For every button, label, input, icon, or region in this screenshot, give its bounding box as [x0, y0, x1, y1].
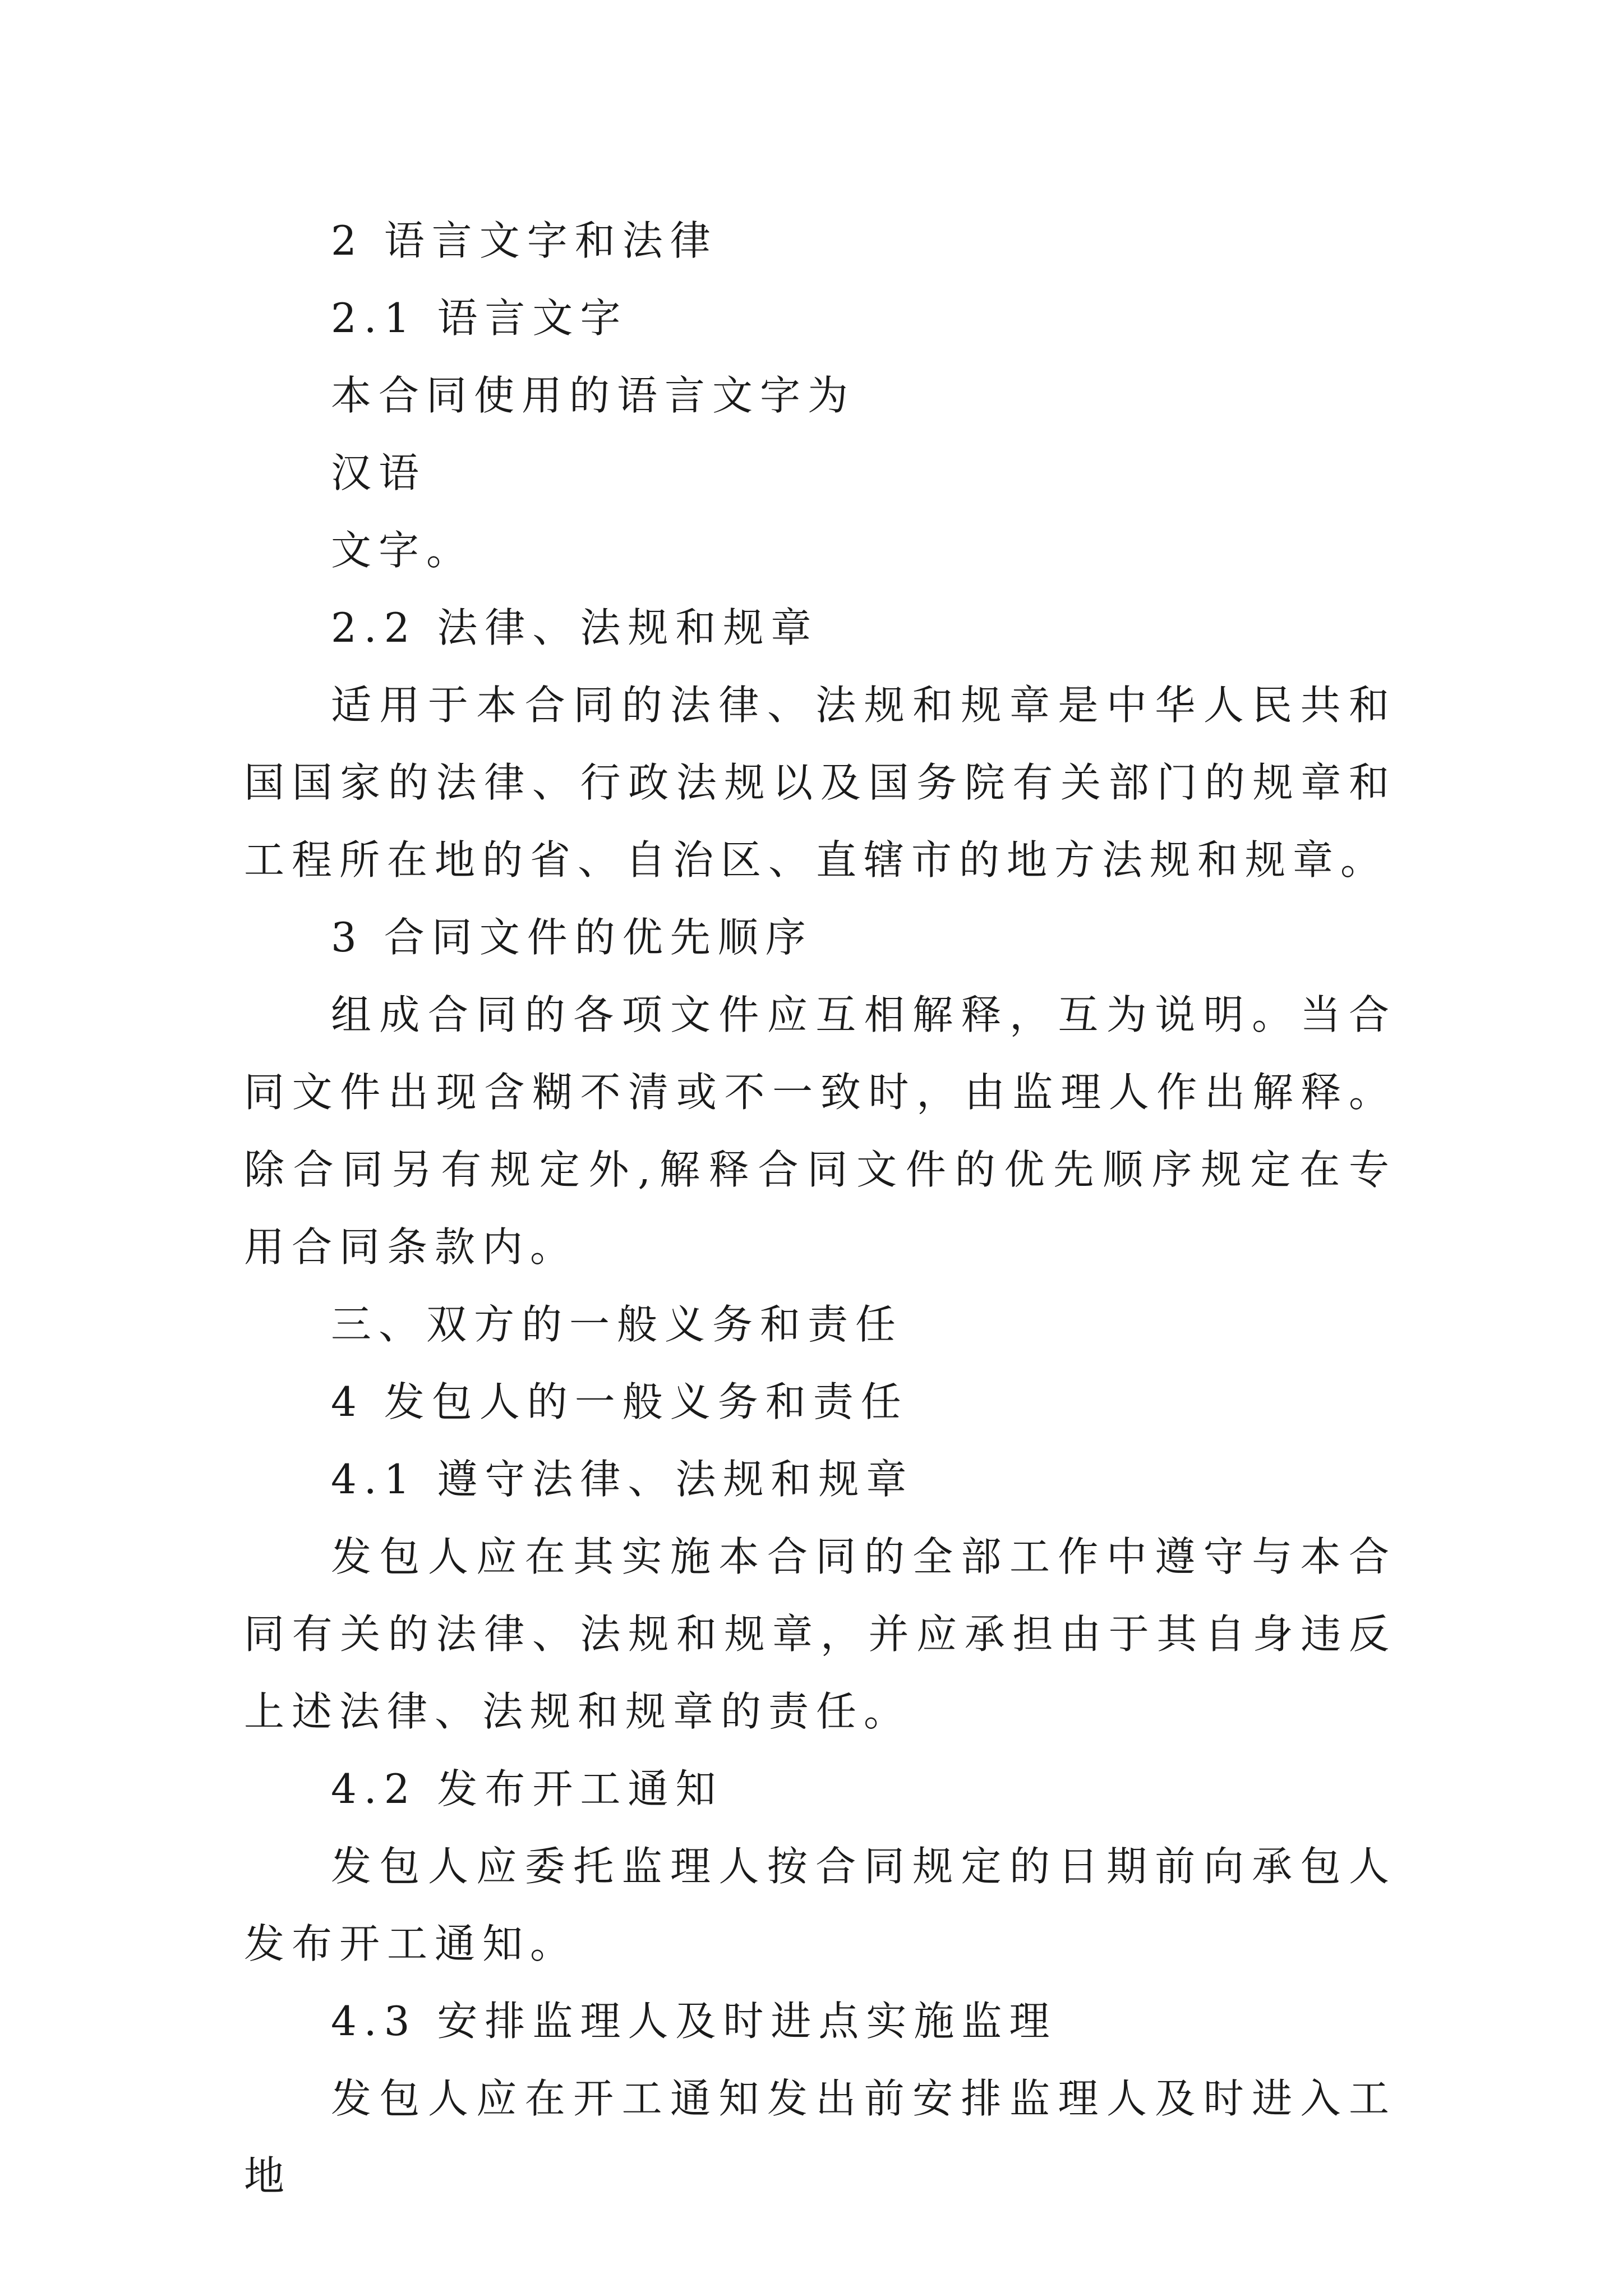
- paragraph-comply-laws: 发包人应在其实施本合同的全部工作中遵守与本合同有关的法律、法规和规章，并应承担由于其自身违反上述法律、法规和规章的责任。: [244, 1533, 1396, 1735]
- body-line: 本合同使用的语言文字为: [331, 372, 856, 419]
- section-heading-3: 3 合同文件的优先顺序: [331, 914, 813, 961]
- subsection-heading-4-3: 4.3 安排监理人及时进点实施监理: [331, 1998, 1057, 2045]
- section-heading-2: 2 语言文字和法律: [331, 217, 718, 264]
- chapter-heading-3: 三、双方的一般义务和责任: [331, 1301, 903, 1348]
- paragraph-laws: 适用于本合同的法律、法规和规章是中华人民共和国国家的法律、行政法规以及国务院有关部门的规章和工程所在地的省、自治区、直辖市的地方法规和规章。: [244, 682, 1396, 884]
- section-heading-4: 4 发包人的一般义务和责任: [331, 1378, 909, 1425]
- subsection-heading-4-1: 4.1 遵守法律、法规和规章: [331, 1456, 914, 1503]
- document-body: [244, 202, 1396, 2215]
- paragraph-start-notice: 发包人应委托监理人按合同规定的日期前向承包人发布开工通知。: [244, 1843, 1396, 1967]
- paragraph-document-priority: 组成合同的各项文件应互相解释，互为说明。当合同文件出现含糊不清或不一致时，由监理人作出解释。除合同另有规定外,解释合同文件的优先顺序规定在专用合同条款内。: [244, 991, 1396, 1271]
- subsection-heading-2-2: 2.2 法律、法规和规章: [331, 604, 819, 651]
- subsection-heading-4-2: 4.2 发布开工通知: [331, 1765, 723, 1812]
- subsection-heading-2-1: 2.1 语言文字: [331, 295, 628, 342]
- body-line: 文字。: [331, 527, 474, 574]
- body-line: 汉语: [331, 449, 427, 496]
- paragraph-supervisor-arrival: 发包人应在开工通知发出前安排监理人及时进入工地: [244, 2075, 1396, 2200]
